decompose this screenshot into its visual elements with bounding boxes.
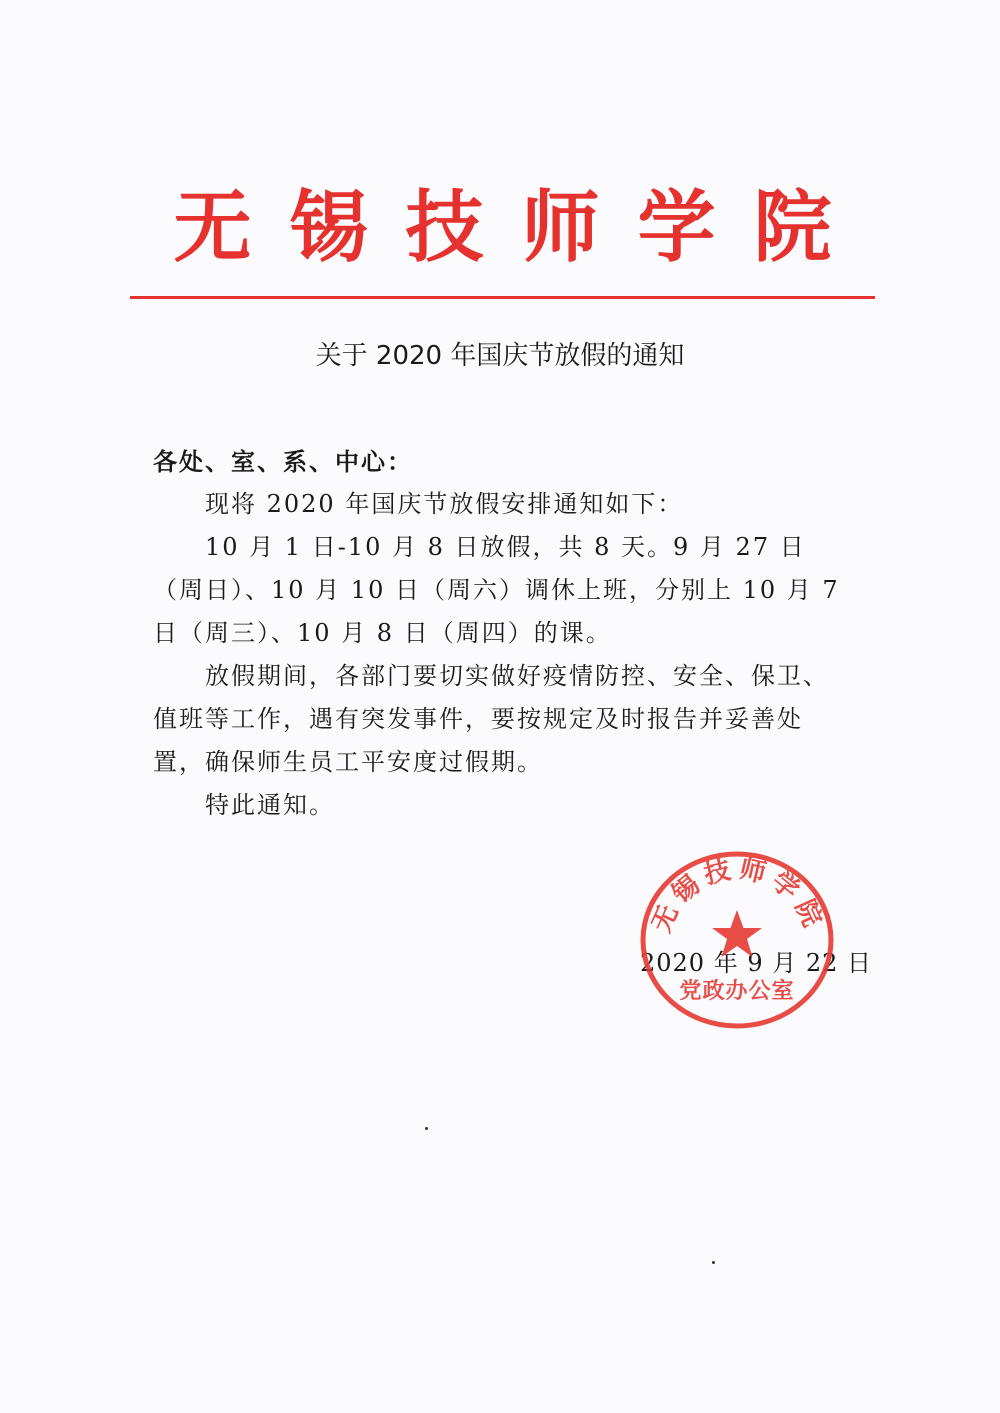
seal-arc-text: 无锡技师学院 [646,854,830,937]
institution-masthead: 无锡技师学院 [173,182,870,273]
paragraph-intro: 现将 2020 年国庆节放假安排通知如下： [205,490,684,518]
seal-star-icon [712,910,762,957]
scan-speck [712,1261,715,1264]
paragraph-duties: 放假期间，各部门要切实做好疫情防控、安全、保卫、值班等工作，遇有突发事件，要按规定及时报告并妥善处置，确保师生员工平安度过假期。 [153,662,829,776]
red-divider-line [130,296,875,299]
notice-title: 关于 2020 年国庆节放假的通知 [315,341,685,371]
salutation: 各处、室、系、中心： [153,447,413,476]
notice-body [153,440,853,827]
seal-bottom-text: 党政办公室 [679,979,795,1004]
official-seal-stamp [637,848,837,1032]
issue-date: 2020 年 9 月 22 日 [640,949,873,977]
scan-speck [425,1127,428,1130]
paragraph-closing: 特此通知。 [205,791,335,819]
paragraph-schedule: 10 月 1 日-10 月 8 日放假，共 8 天。9 月 27 日（周日）、10 月 10 日（周六）调休上班，分别上 10 月 7 日（周三）、10 月 8 日（周四）的课。 [153,533,840,647]
